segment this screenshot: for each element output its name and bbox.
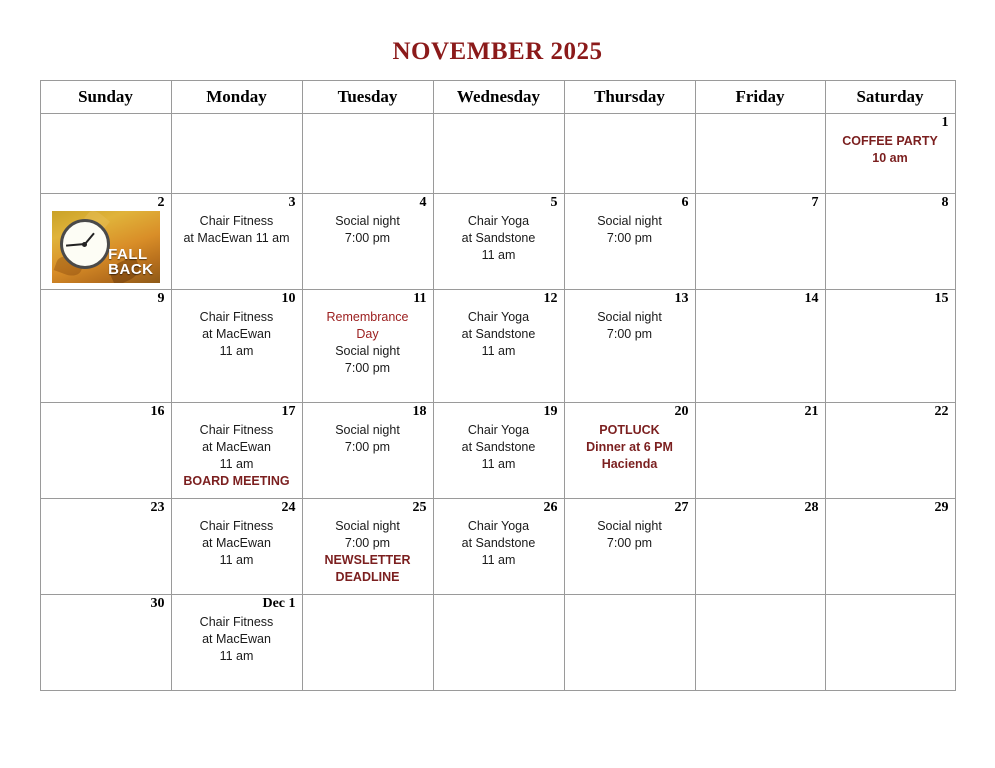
day-number <box>434 114 564 115</box>
day-events <box>565 612 695 619</box>
day-events <box>41 211 171 283</box>
day-number-cell <box>40 595 171 613</box>
event-text: 10 am <box>872 151 908 165</box>
day-number-cell <box>564 499 695 517</box>
day-events <box>826 131 955 172</box>
event-text: at MacEwan <box>202 327 271 341</box>
day-number-cell <box>825 114 955 132</box>
day-cell[interactable] <box>302 420 433 499</box>
day-number-cell <box>825 290 955 308</box>
day-number: 25 <box>412 500 427 515</box>
day-cell[interactable] <box>433 420 564 499</box>
weekday-header-monday: Monday <box>171 81 302 114</box>
calendar-week-row <box>40 516 955 595</box>
event-text: at Sandstone <box>461 440 536 454</box>
day-number-cell <box>171 499 302 517</box>
day-number-cell <box>564 290 695 308</box>
day-number: 9 <box>157 291 165 306</box>
day-cell[interactable] <box>302 516 433 595</box>
day-number-cell <box>433 595 564 613</box>
day-number: Dec 1 <box>262 596 296 611</box>
calendar-header <box>40 81 955 114</box>
calendar-week-numbers-row <box>40 499 955 517</box>
day-cell[interactable] <box>825 307 955 403</box>
day-number-cell <box>302 499 433 517</box>
calendar-week-numbers-row <box>40 403 955 421</box>
day-cell[interactable] <box>825 131 955 194</box>
day-number-cell <box>695 290 825 308</box>
day-number: 22 <box>934 404 949 419</box>
day-number: 15 <box>934 291 949 306</box>
day-cell[interactable] <box>825 612 955 691</box>
day-number: 17 <box>281 404 296 419</box>
day-events <box>696 420 825 427</box>
day-number-cell <box>40 403 171 421</box>
event-text: Social night <box>335 344 400 358</box>
event-text: at MacEwan <box>202 632 271 646</box>
day-events <box>826 420 955 427</box>
day-number: 23 <box>150 500 165 515</box>
day-events <box>696 131 825 138</box>
calendar-week-row <box>40 420 955 499</box>
day-events <box>41 420 171 427</box>
event-text: Chair Yoga <box>467 519 530 533</box>
day-events <box>826 516 955 523</box>
day-number-cell <box>302 403 433 421</box>
day-events <box>696 612 825 619</box>
event-text: Hacienda <box>601 457 658 471</box>
day-cell[interactable] <box>171 612 302 691</box>
day-cell[interactable] <box>695 516 825 595</box>
day-number: 21 <box>804 404 819 419</box>
event-text: BOARD MEETING <box>183 474 290 488</box>
event-text: 11 am <box>481 553 516 567</box>
day-number-cell <box>302 595 433 613</box>
day-number <box>303 595 433 596</box>
day-events <box>41 307 171 314</box>
event-text: 11 am <box>219 344 254 358</box>
day-number-cell <box>825 595 955 613</box>
calendar-week-numbers-row <box>40 290 955 308</box>
day-number: 30 <box>150 596 165 611</box>
day-events <box>434 307 564 365</box>
day-number-cell <box>171 194 302 212</box>
day-number-cell <box>825 194 955 212</box>
day-events <box>826 307 955 314</box>
day-cell[interactable] <box>695 131 825 194</box>
day-number: 29 <box>934 500 949 515</box>
day-cell[interactable] <box>40 612 171 691</box>
day-cell[interactable] <box>433 516 564 595</box>
day-cell[interactable] <box>564 420 695 499</box>
day-cell[interactable] <box>302 211 433 290</box>
calendar-week-row <box>40 211 955 290</box>
event-text: Chair Yoga <box>467 214 530 228</box>
event-text: Chair Yoga <box>467 310 530 324</box>
calendar-body <box>40 114 955 691</box>
day-number: 18 <box>412 404 427 419</box>
event-text: Social night <box>335 214 400 228</box>
day-events <box>565 420 695 478</box>
day-cell[interactable] <box>171 420 302 499</box>
day-events <box>434 131 564 138</box>
day-cell[interactable] <box>825 211 955 290</box>
day-cell[interactable] <box>171 211 302 290</box>
day-number: 14 <box>804 291 819 306</box>
day-cell[interactable] <box>40 420 171 499</box>
day-number: 11 <box>413 291 427 306</box>
fall-back-label <box>108 247 153 277</box>
day-cell[interactable] <box>433 612 564 691</box>
day-number: 28 <box>804 500 819 515</box>
month-calendar <box>40 80 956 691</box>
day-number-cell <box>171 290 302 308</box>
day-events <box>434 420 564 478</box>
day-events <box>434 211 564 269</box>
day-cell[interactable] <box>40 131 171 194</box>
day-number-cell <box>171 595 302 613</box>
day-cell[interactable] <box>40 211 171 290</box>
day-number <box>41 114 171 115</box>
calendar-week-row <box>40 612 955 691</box>
day-number-cell <box>171 403 302 421</box>
weekday-header-tuesday: Tuesday <box>302 81 433 114</box>
event-text: Chair Fitness <box>199 423 274 437</box>
day-number-cell <box>433 114 564 132</box>
event-text: Social night <box>597 519 662 533</box>
day-number-cell <box>825 499 955 517</box>
day-events <box>41 516 171 523</box>
day-events <box>303 307 433 382</box>
day-number: 8 <box>941 195 949 210</box>
day-cell[interactable] <box>564 516 695 595</box>
day-cell[interactable] <box>433 131 564 194</box>
day-number: 16 <box>150 404 165 419</box>
day-events <box>826 612 955 619</box>
day-cell[interactable] <box>433 211 564 290</box>
weekday-header-sunday: Sunday <box>40 81 171 114</box>
day-number: 10 <box>281 291 296 306</box>
event-text: 7:00 pm <box>344 440 391 454</box>
day-number-cell <box>695 194 825 212</box>
event-text: at MacEwan <box>202 440 271 454</box>
day-number-cell <box>695 114 825 132</box>
day-events <box>303 516 433 591</box>
day-number-cell <box>433 194 564 212</box>
day-cell[interactable] <box>564 131 695 194</box>
day-cell[interactable] <box>171 131 302 194</box>
day-number <box>434 595 564 596</box>
day-events <box>565 211 695 252</box>
day-cell[interactable] <box>695 612 825 691</box>
event-text: Chair Fitness <box>199 615 274 629</box>
day-cell[interactable] <box>302 307 433 403</box>
day-number-cell <box>171 114 302 132</box>
day-number: 20 <box>674 404 689 419</box>
fall-back-label-line2: BACK <box>108 261 154 278</box>
day-number: 2 <box>157 195 165 210</box>
day-events <box>303 420 433 461</box>
event-text: Chair Yoga <box>467 423 530 437</box>
day-events <box>172 516 302 574</box>
weekday-header-wednesday: Wednesday <box>433 81 564 114</box>
event-text: 7:00 pm <box>344 361 391 375</box>
day-cell[interactable] <box>564 211 695 290</box>
event-text: Social night <box>335 519 400 533</box>
weekday-header-thursday: Thursday <box>564 81 695 114</box>
day-number: 13 <box>674 291 689 306</box>
event-text: 7:00 pm <box>606 536 653 550</box>
day-cell[interactable] <box>564 612 695 691</box>
day-number-cell <box>825 403 955 421</box>
event-text: 11 am <box>481 344 516 358</box>
day-number: 24 <box>281 500 296 515</box>
day-cell[interactable] <box>825 420 955 499</box>
day-number: 26 <box>543 500 558 515</box>
day-number <box>696 595 825 596</box>
day-number <box>826 595 955 596</box>
event-text: Chair Fitness <box>199 519 274 533</box>
day-number-cell <box>564 114 695 132</box>
event-text: COFFEE PARTY <box>842 134 938 148</box>
day-cell[interactable] <box>695 420 825 499</box>
day-number <box>696 114 825 115</box>
day-number: 4 <box>419 195 427 210</box>
event-text: 7:00 pm <box>606 327 653 341</box>
day-cell[interactable] <box>171 516 302 595</box>
event-text: DEADLINE <box>335 570 400 584</box>
event-text: Remembrance <box>326 310 409 324</box>
day-number-cell <box>433 499 564 517</box>
day-number-cell <box>695 403 825 421</box>
fall-back-label-line1: FALL <box>108 246 148 263</box>
event-text: 7:00 pm <box>344 231 391 245</box>
day-events <box>565 131 695 138</box>
event-text: Day <box>356 327 379 341</box>
day-events <box>303 612 433 619</box>
day-number-cell <box>433 403 564 421</box>
calendar-week-row <box>40 131 955 194</box>
day-events <box>172 612 302 670</box>
page-title: NOVEMBER 2025 <box>392 38 603 65</box>
day-events <box>41 612 171 619</box>
day-number <box>565 595 695 596</box>
day-number: 7 <box>811 195 819 210</box>
day-cell[interactable] <box>40 516 171 595</box>
day-events <box>172 307 302 365</box>
day-events <box>172 420 302 495</box>
event-text: 7:00 pm <box>606 231 653 245</box>
day-number-cell <box>695 595 825 613</box>
day-number: 19 <box>543 404 558 419</box>
event-text: NEWSLETTER <box>324 553 411 567</box>
day-number <box>172 114 302 115</box>
day-number: 5 <box>550 195 558 210</box>
day-events <box>303 131 433 138</box>
day-number-cell <box>40 290 171 308</box>
day-number-cell <box>433 290 564 308</box>
event-text: Dinner at 6 PM <box>586 440 673 454</box>
day-cell[interactable] <box>171 307 302 403</box>
day-events <box>41 131 171 138</box>
day-cell[interactable] <box>433 307 564 403</box>
day-events <box>434 612 564 619</box>
event-text: Chair Fitness <box>199 214 274 228</box>
weekday-header-saturday: Saturday <box>825 81 955 114</box>
day-number: 6 <box>681 195 689 210</box>
day-cell[interactable] <box>40 307 171 403</box>
day-events <box>826 211 955 218</box>
day-number-cell <box>564 194 695 212</box>
calendar-week-numbers-row <box>40 194 955 212</box>
day-events <box>565 516 695 557</box>
day-number-cell <box>40 114 171 132</box>
event-text: at Sandstone <box>461 536 536 550</box>
event-text: at MacEwan <box>202 536 271 550</box>
event-text: POTLUCK <box>599 423 660 437</box>
day-number-cell <box>302 114 433 132</box>
weekday-header-friday: Friday <box>695 81 825 114</box>
event-text: 11 am <box>219 457 254 471</box>
calendar-week-numbers-row <box>40 595 955 613</box>
event-text: 11 am <box>481 457 516 471</box>
day-number: 27 <box>674 500 689 515</box>
event-text: at Sandstone <box>461 231 536 245</box>
day-cell[interactable] <box>564 307 695 403</box>
day-events <box>172 131 302 138</box>
day-number-cell <box>40 499 171 517</box>
day-number: 1 <box>941 115 949 130</box>
day-number-cell <box>564 403 695 421</box>
event-text: Chair Fitness <box>199 310 274 324</box>
day-number-cell <box>302 194 433 212</box>
event-text: Social night <box>597 310 662 324</box>
day-cell[interactable] <box>825 516 955 595</box>
event-text: at MacEwan 11 am <box>183 231 290 245</box>
event-text: 11 am <box>219 649 254 663</box>
day-number-cell <box>40 194 171 212</box>
day-events <box>172 211 302 252</box>
day-cell[interactable] <box>695 211 825 290</box>
day-number-cell <box>695 499 825 517</box>
day-events <box>696 516 825 523</box>
day-number-cell <box>564 595 695 613</box>
event-text: Social night <box>597 214 662 228</box>
event-text: Social night <box>335 423 400 437</box>
day-cell[interactable] <box>302 612 433 691</box>
event-text: at Sandstone <box>461 327 536 341</box>
weekday-header-row <box>40 81 955 114</box>
fall-back-clock-image <box>52 211 160 283</box>
day-number: 3 <box>288 195 296 210</box>
event-text: 7:00 pm <box>344 536 391 550</box>
calendar-week-row <box>40 307 955 403</box>
event-text: 11 am <box>481 248 516 262</box>
day-events <box>303 211 433 252</box>
day-number-cell <box>302 290 433 308</box>
day-number: 12 <box>543 291 558 306</box>
day-events <box>434 516 564 574</box>
day-number <box>565 114 695 115</box>
day-number <box>303 114 433 115</box>
day-cell[interactable] <box>302 131 433 194</box>
event-text: 11 am <box>219 553 254 567</box>
day-events <box>565 307 695 348</box>
calendar-week-numbers-row <box>40 114 955 132</box>
day-events <box>696 211 825 218</box>
day-cell[interactable] <box>695 307 825 403</box>
day-events <box>696 307 825 314</box>
